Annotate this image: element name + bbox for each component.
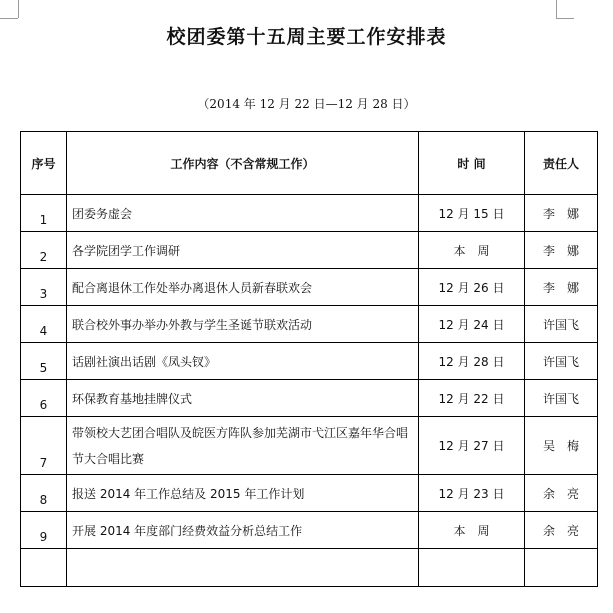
row-content: 团委务虚会 (67, 195, 419, 232)
table-body (21, 195, 598, 587)
empty-cell (525, 549, 598, 587)
row-content: 开展 2014 年度部门经费效益分析总结工作 (67, 512, 419, 549)
row-no: 2 (21, 232, 67, 269)
row-time: 12 月 15 日 (419, 195, 525, 232)
row-time: 12 月 26 日 (419, 269, 525, 306)
table-header-row (21, 132, 598, 195)
row-content: 话剧社演出话剧《凤头钗》 (67, 343, 419, 380)
empty-cell (21, 549, 67, 587)
row-no: 1 (21, 195, 67, 232)
row-no: 4 (21, 306, 67, 343)
row-no: 5 (21, 343, 67, 380)
row-time: 12 月 28 日 (419, 343, 525, 380)
table-row (21, 232, 598, 269)
table-row-empty (21, 549, 598, 587)
empty-cell (67, 549, 419, 587)
table-row (21, 269, 598, 306)
crop-mark-top-left-h (0, 18, 18, 19)
table-row (21, 512, 598, 549)
header-person: 责任人 (525, 132, 598, 195)
row-time: 12 月 24 日 (419, 306, 525, 343)
header-no: 序号 (21, 132, 67, 195)
row-content: 环保教育基地挂牌仪式 (67, 380, 419, 417)
header-content: 工作内容（不含常规工作） (67, 132, 419, 195)
table-row (21, 380, 598, 417)
row-content: 联合校外事办举办外教与学生圣诞节联欢活动 (67, 306, 419, 343)
row-content: 各学院团学工作调研 (67, 232, 419, 269)
row-time: 本 周 (419, 512, 525, 549)
row-person: 李 娜 (525, 195, 598, 232)
table-row (21, 475, 598, 512)
row-person: 吴 梅 (525, 417, 598, 475)
row-time: 12 月 27 日 (419, 417, 525, 475)
row-no: 6 (21, 380, 67, 417)
row-no: 8 (21, 475, 67, 512)
crop-mark-top-left (18, 0, 19, 18)
table-row (21, 417, 598, 475)
row-content: 报送 2014 年工作总结及 2015 年工作计划 (67, 475, 419, 512)
row-time: 12 月 22 日 (419, 380, 525, 417)
document-title: 校团委第十五周主要工作安排表 (166, 26, 447, 48)
table-row (21, 195, 598, 232)
crop-mark-top-right (556, 0, 557, 18)
row-time: 12 月 23 日 (419, 475, 525, 512)
table-row (21, 343, 598, 380)
row-no: 7 (21, 417, 67, 475)
row-content: 配合离退休工作处举办离退休人员新春联欢会 (67, 269, 419, 306)
row-person: 余 亮 (525, 512, 598, 549)
row-no: 9 (21, 512, 67, 549)
table-row (21, 306, 598, 343)
empty-cell (419, 549, 525, 587)
row-person: 余 亮 (525, 475, 598, 512)
row-no: 3 (21, 269, 67, 306)
row-content: 带领校大艺团合唱队及皖医方阵队参加芜湖市弋江区嘉年华合唱节大合唱比赛 (67, 417, 419, 475)
row-person: 李 娜 (525, 269, 598, 306)
row-person: 许国飞 (525, 380, 598, 417)
row-person: 许国飞 (525, 343, 598, 380)
row-person: 李 娜 (525, 232, 598, 269)
crop-mark-top-right-h (556, 18, 574, 19)
row-person: 许国飞 (525, 306, 598, 343)
row-time: 本 周 (419, 232, 525, 269)
date-range-subtitle: （2014 年 12 月 22 日—12 月 28 日） (197, 97, 416, 111)
schedule-table (20, 131, 598, 587)
header-time: 时 间 (419, 132, 525, 195)
